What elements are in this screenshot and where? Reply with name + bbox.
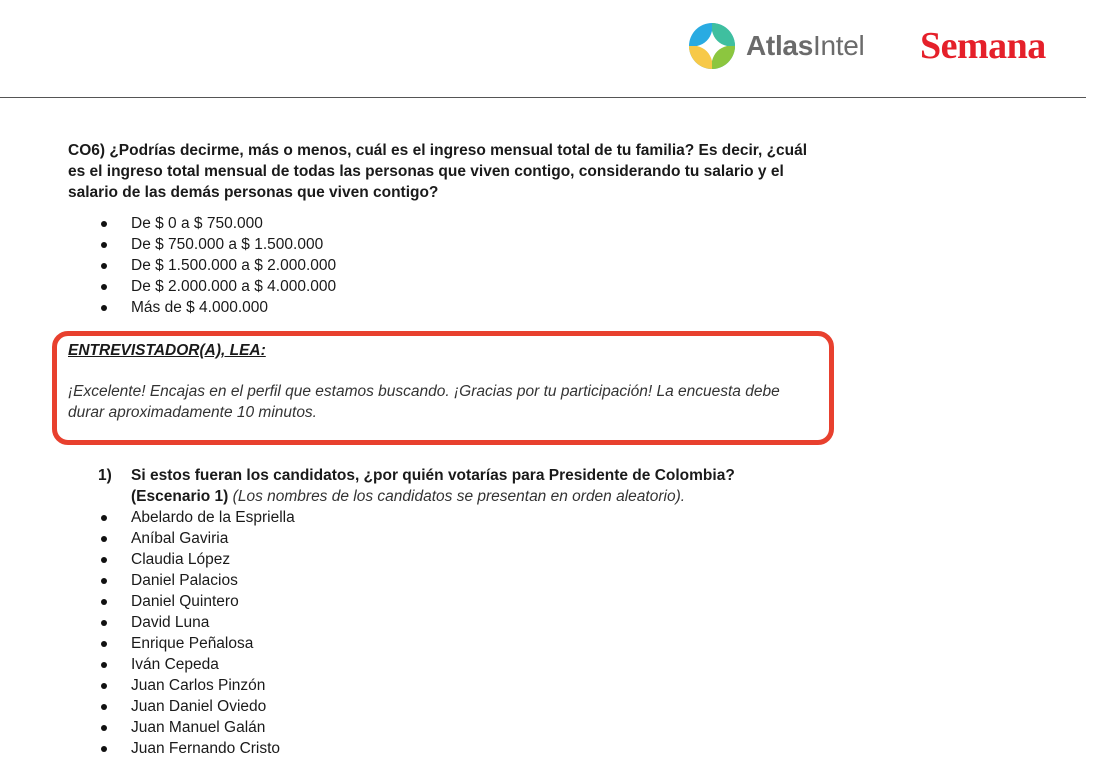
income-option: De $ 2.000.000 a $ 4.000.000 <box>68 276 828 297</box>
question-1-number: 1) <box>98 467 112 484</box>
question-co6-text: CO6) ¿Podrías decirme, más o menos, cuál es el ingreso mensual total de tu familia? Es decir, ¿cuál es el ingreso total mensual de todas las personas que viven contigo, considerando tu salario y el salario de las demás personas que viven contigo? <box>68 142 808 201</box>
atlasintel-logo <box>688 22 864 70</box>
candidate-item: Daniel Palacios <box>68 570 295 591</box>
atlasintel-mark-icon <box>688 22 736 70</box>
income-option: De $ 0 a $ 750.000 <box>68 213 828 234</box>
question-1-text: Si estos fueran los candidatos, ¿por quién votarías para Presidente de Colombia? <box>131 467 735 484</box>
question-co6 <box>68 140 828 318</box>
header-divider <box>0 97 1086 98</box>
page-header <box>0 0 1108 98</box>
candidate-item: David Luna <box>68 612 295 633</box>
income-options-list <box>68 213 828 318</box>
candidate-item: Juan Fernando Cristo <box>68 738 295 759</box>
candidate-item: Iván Cepeda <box>68 654 295 675</box>
candidates-list <box>68 507 295 759</box>
income-option: De $ 750.000 a $ 1.500.000 <box>68 234 828 255</box>
income-option: Más de $ 4.000.000 <box>68 297 828 318</box>
candidate-item: Abelardo de la Espriella <box>68 507 295 528</box>
candidate-item: Juan Daniel Oviedo <box>68 696 295 717</box>
atlasintel-wordmark: AtlasIntel <box>746 30 865 61</box>
candidate-item: Juan Carlos Pinzón <box>68 675 295 696</box>
question-1-note: (Los nombres de los candidatos se presentan en orden aleatorio). <box>232 488 686 505</box>
semana-logo: Semana <box>920 25 1046 67</box>
question-1 <box>98 465 818 507</box>
candidate-item: Claudia López <box>68 549 295 570</box>
candidate-item: Juan Manuel Galán <box>68 717 295 738</box>
question-1-scenario: (Escenario 1) <box>131 488 229 505</box>
interviewer-heading: ENTREVISTADOR(A), LEA: <box>68 342 266 359</box>
candidate-item: Daniel Quintero <box>68 591 295 612</box>
interviewer-script: ¡Excelente! Encajas en el perfil que estamos buscando. ¡Gracias por tu participación! La encuesta debe durar aproximadamente 10 minutos. <box>68 383 780 421</box>
candidate-item: Aníbal Gaviria <box>68 528 295 549</box>
income-option: De $ 1.500.000 a $ 2.000.000 <box>68 255 828 276</box>
candidate-item: Enrique Peñalosa <box>68 633 295 654</box>
